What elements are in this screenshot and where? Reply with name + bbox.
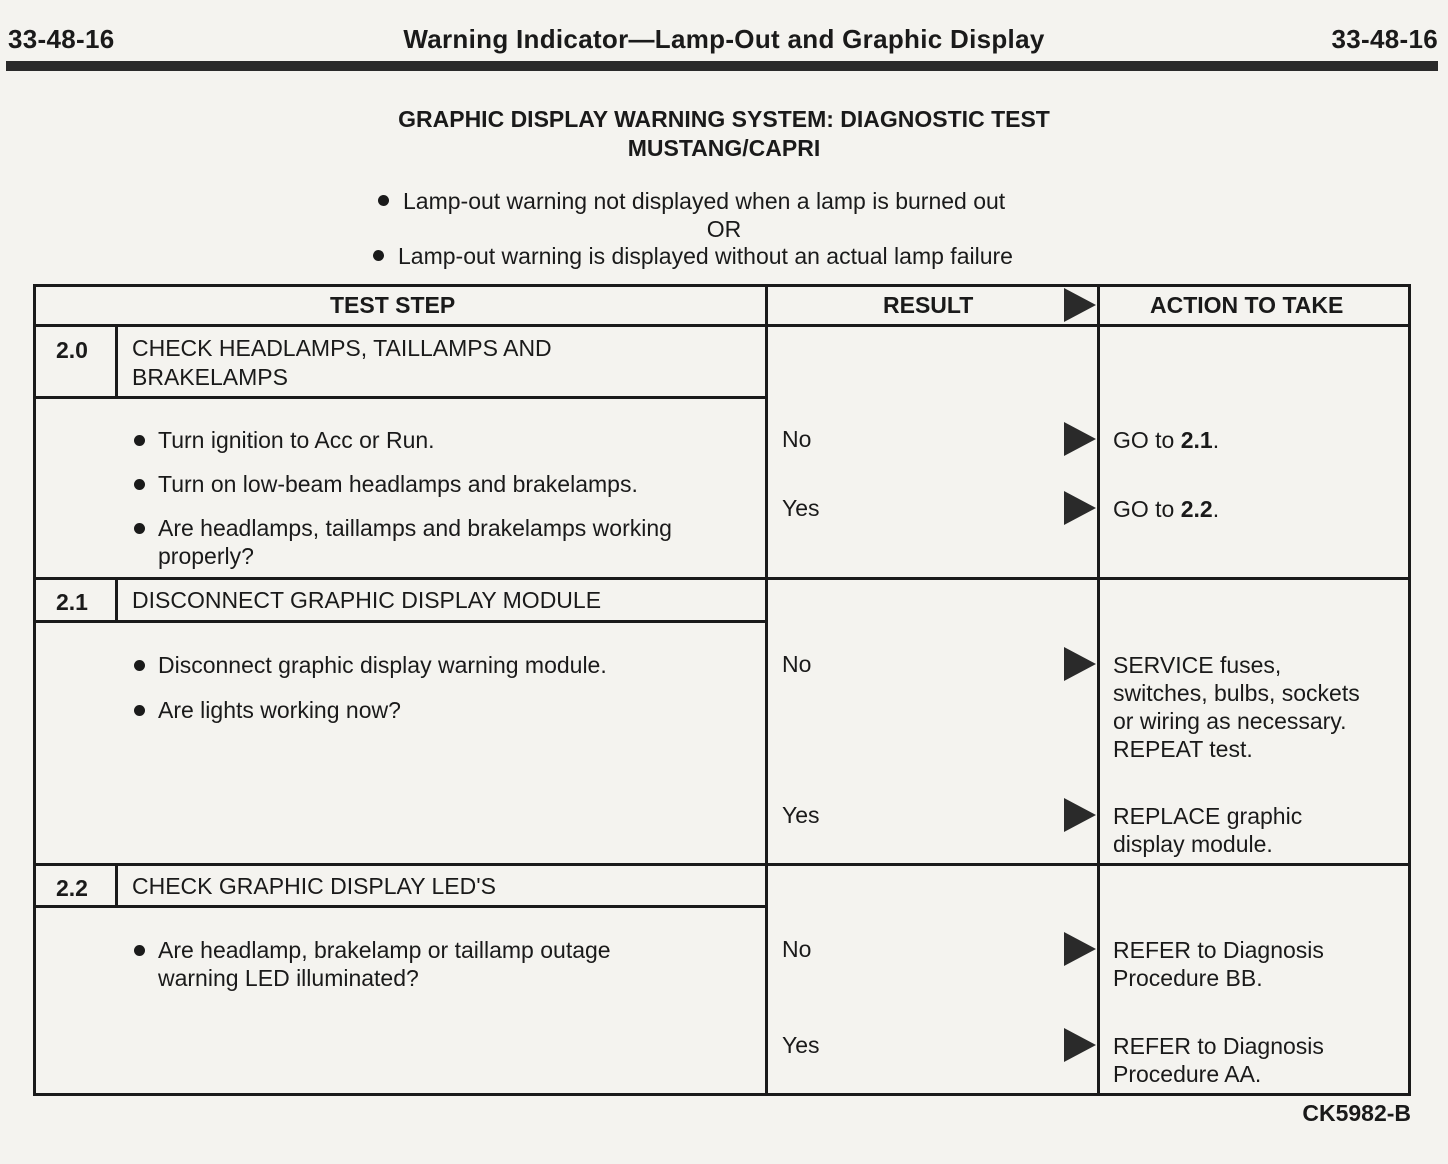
page-number-right: 33-48-16 (1331, 24, 1438, 54)
step-title-line: CHECK HEADLAMPS, TAILLAMPS AND (132, 335, 552, 361)
step-bullet: Turn on low-beam headlamps and brakelamps. (134, 470, 638, 498)
bullet-icon (134, 523, 145, 534)
header-row-divider (33, 324, 1411, 327)
bullet-icon (378, 195, 389, 206)
result-yes: Yes (782, 802, 820, 828)
page-number-left: 33-48-16 (8, 24, 115, 54)
step-title-line: BRAKELAMPS (132, 364, 288, 390)
arrow-right-icon (1064, 288, 1096, 322)
arrow-right-icon (1064, 491, 1096, 525)
column-header-result: RESULT (883, 292, 974, 318)
result-yes: Yes (782, 1032, 820, 1058)
step-number: 2.2 (56, 875, 88, 901)
action-goto: GO to 2.2. (1113, 496, 1220, 522)
step-title-divider (33, 396, 768, 399)
column-divider-action (1097, 284, 1100, 1096)
step-bullet: Turn ignition to Acc or Run. (134, 426, 435, 454)
arrow-right-icon (1064, 798, 1096, 832)
condition-1 (378, 188, 1005, 215)
action-refer: REFER to Diagnosis Procedure AA. (1113, 1033, 1324, 1087)
step-title (132, 334, 552, 392)
step-bullet: Disconnect graphic display warning module. (134, 651, 607, 679)
section-divider (33, 577, 1411, 580)
step-number: 2.0 (56, 337, 88, 363)
section-divider (33, 863, 1411, 866)
action-service: SERVICE fuses, switches, bulbs, sockets or wiring as necessary. REPEAT test. (1113, 652, 1360, 762)
condition-2 (373, 243, 1013, 270)
page-header-title: Warning Indicator—Lamp-Out and Graphic Display (403, 24, 1045, 54)
diagnostic-title: GRAPHIC DISPLAY WARNING SYSTEM: DIAGNOSTIC TEST (398, 106, 1050, 132)
bullet-icon (134, 435, 145, 446)
arrow-right-icon (1064, 932, 1096, 966)
action-replace: REPLACE graphic display module. (1113, 803, 1303, 857)
result-yes: Yes (782, 495, 820, 521)
arrow-right-icon (1064, 647, 1096, 681)
step-reference: 2.1 (1180, 427, 1213, 453)
step-title: DISCONNECT GRAPHIC DISPLAY MODULE (132, 587, 602, 613)
result-no: No (782, 426, 812, 452)
bullet-icon (134, 705, 145, 716)
action-goto: GO to 2.1. (1113, 427, 1220, 453)
step-reference: 2.2 (1180, 496, 1213, 522)
condition-2-text: Lamp-out warning is displayed without an actual lamp failure (398, 243, 1013, 269)
column-divider-result (765, 284, 768, 1096)
step-title: CHECK GRAPHIC DISPLAY LED'S (132, 873, 496, 899)
header-rule (6, 61, 1438, 71)
bullet-icon (373, 250, 384, 261)
bullet-icon (134, 660, 145, 671)
column-header-test-step: TEST STEP (330, 292, 456, 318)
step-bullet: Are headlamps, taillamps and brakelamps working properly? (134, 514, 672, 570)
bullet-icon (134, 945, 145, 956)
condition-1-text: Lamp-out warning not displayed when a lamp is burned out (403, 188, 1006, 214)
step-title-divider (33, 905, 768, 908)
step-bullet: Are headlamp, brakelamp or taillamp outage warning LED illuminated? (134, 936, 611, 992)
step-number-divider (115, 863, 118, 908)
arrow-right-icon (1064, 1028, 1096, 1062)
diagnostic-subtitle: MUSTANG/CAPRI (627, 135, 821, 161)
step-bullet: Are lights working now? (134, 696, 401, 724)
step-number-divider (115, 577, 118, 623)
condition-or: OR (706, 216, 742, 242)
figure-id: CK5982-B (1302, 1100, 1411, 1126)
action-refer: REFER to Diagnosis Procedure BB. (1113, 937, 1324, 991)
arrow-right-icon (1064, 422, 1096, 456)
step-number-divider (115, 324, 118, 399)
bullet-icon (134, 479, 145, 490)
step-title-divider (33, 620, 768, 623)
result-no: No (782, 651, 812, 677)
step-number: 2.1 (56, 589, 88, 615)
column-header-action: ACTION TO TAKE (1150, 292, 1344, 318)
result-no: No (782, 936, 812, 962)
